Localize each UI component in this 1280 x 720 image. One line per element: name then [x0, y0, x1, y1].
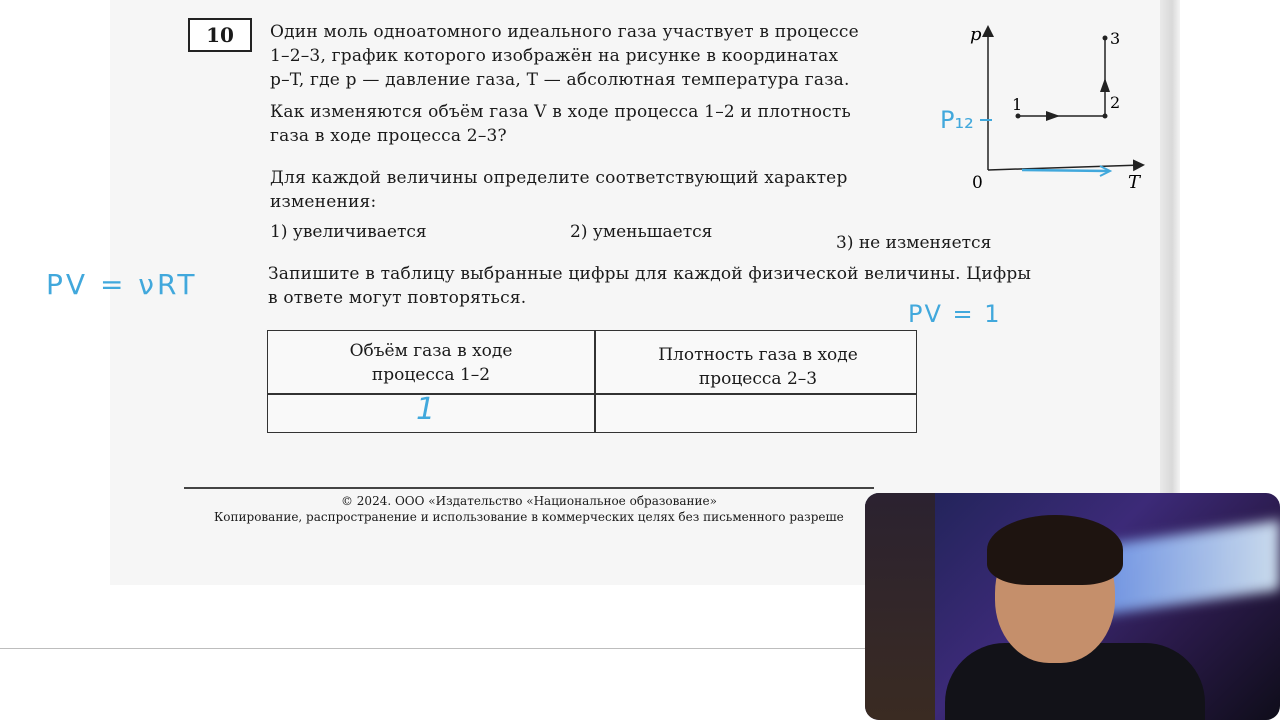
point-2-label: 2	[1110, 93, 1121, 112]
copyright-footer	[184, 487, 874, 525]
option-unchanged: 3) не изменяется	[836, 233, 992, 253]
webcam-person-hair	[987, 515, 1123, 585]
table-header-volume: Объём газа в ходе процесса 1–2	[349, 341, 513, 385]
table-header-density: Плотность газа в ходе процесса 2–3	[658, 345, 858, 389]
page-edge-shadow	[1160, 0, 1180, 495]
handwritten-pv-equation: PV = 1	[908, 300, 1002, 328]
table-header-divider	[268, 393, 916, 395]
ink-arrow-t	[1022, 170, 1108, 171]
webcam-background-shelf	[865, 493, 935, 720]
task-text-instructions: Для каждой величины определите соответствующий характер изменения:	[270, 168, 848, 212]
handwritten-answer-digit: 1	[416, 392, 436, 427]
task-text-question: Как изменяются объём газа V в ходе процесса 1–2 и плотность газа в ходе процесса 2–3?	[270, 102, 851, 146]
t-axis-label: T	[1128, 172, 1141, 193]
answer-table	[267, 330, 917, 433]
handwritten-ideal-gas-law: PV = νRT	[46, 268, 198, 301]
webcam-light	[1095, 520, 1280, 616]
footer-line-1: © 2024. ООО «Издательство «Национальное образование»	[340, 494, 717, 508]
task-number-box: 10	[188, 18, 252, 52]
option-increases: 1) увеличивается	[270, 222, 427, 242]
point-1-label: 1	[1012, 95, 1023, 114]
option-decreases: 2) уменьшается	[570, 222, 713, 242]
point-2	[1103, 114, 1108, 119]
webcam-overlay	[865, 493, 1280, 720]
point-3	[1103, 36, 1108, 41]
p-axis-label: p	[970, 24, 982, 45]
process-2-3-arrow	[1100, 78, 1110, 92]
task-text-answer-instructions: Запишите в таблицу выбранные цифры для каждой физической величины. Цифры в ответе могут повторяться.	[268, 264, 1032, 308]
task-text-intro: Один моль одноатомного идеального газа участвует в процессе 1–2–3, график которого изображён на рисунке в координатах p–T, где p — давление газа, T — абсолютная температура газа.	[270, 22, 859, 90]
process-1-2-arrow	[1046, 111, 1060, 121]
origin-label: 0	[972, 173, 983, 193]
pt-graph	[960, 20, 1150, 200]
handwritten-p12: P₁₂	[940, 106, 974, 134]
point-3-label: 3	[1110, 29, 1121, 48]
point-1	[1016, 114, 1021, 119]
footer-line-2: Копирование, распространение и использование в коммерческих целях без письменного разреше	[214, 510, 844, 524]
